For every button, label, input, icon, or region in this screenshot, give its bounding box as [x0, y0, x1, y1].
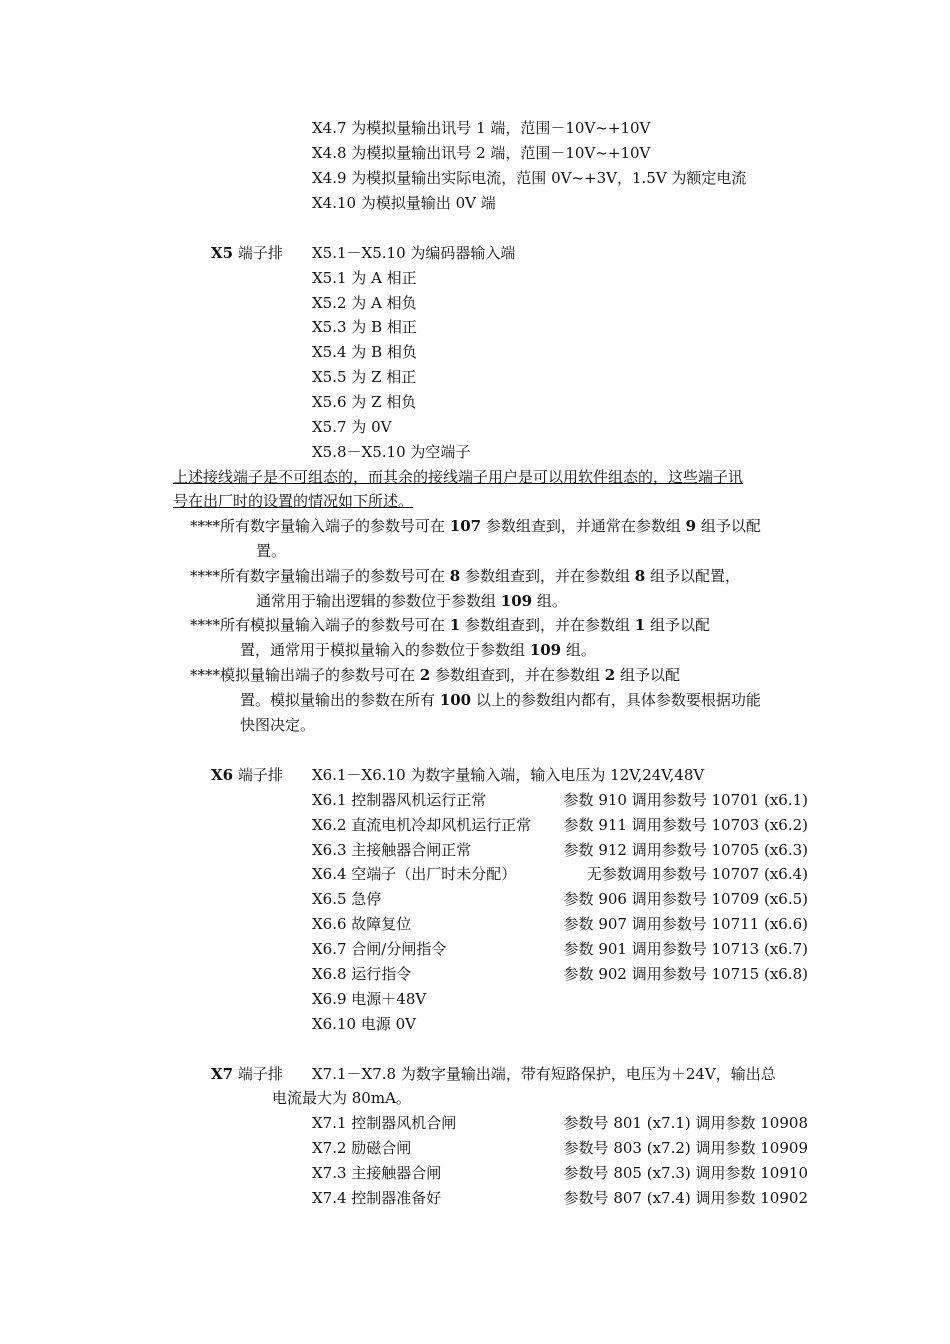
- note-bold: 9: [685, 517, 697, 535]
- note-text: ****所有模拟量输入端子的参数号可在: [190, 616, 450, 634]
- x7-header-cont: 电流最大为 80mA。: [272, 1089, 411, 1107]
- x7-row-param: 参数号 801 (x7.1) 调用参数 10908: [563, 1114, 808, 1132]
- x6-row-name: X6.7 合闸/分闸指令: [312, 940, 447, 958]
- x7-row-name: X7.2 励磁合闸: [312, 1139, 412, 1157]
- x5-label-bold: X5: [211, 244, 234, 262]
- note-text: 以上的参数组内都有，具体参数要根据功能: [471, 691, 761, 709]
- x6-row-name: X6.8 运行指令: [312, 965, 412, 983]
- x6-row-param: 参数 910 调用参数号 10701 (x6.1): [563, 791, 808, 809]
- note-text: ****模拟量输出端子的参数号可在: [190, 666, 420, 684]
- x5-line: X5.6 为 Z 相负: [312, 393, 417, 411]
- x5-line: X5.8－X5.10 为空端子: [312, 443, 471, 461]
- note-bold: 2: [604, 666, 616, 684]
- note-bold: 109: [500, 592, 533, 610]
- star-note-3-cont: [240, 640, 596, 660]
- note-text: 参数组查到，并在参数组: [460, 616, 635, 634]
- x4-line: X4.8 为模拟量输出讯号 2 端，范围－10V~+10V: [312, 144, 651, 162]
- x6-terminal-label: [211, 765, 283, 785]
- x6-row-param: 无参数调用参数号 10707 (x6.4): [586, 865, 808, 883]
- star-note-4-cont2: 快图决定。: [240, 716, 316, 734]
- x5-line: X5.1－X5.10 为编码器输入端: [312, 244, 516, 262]
- star-note-4-cont: [240, 690, 761, 710]
- x6-row-param: 参数 907 调用参数号 10711 (x6.6): [563, 915, 808, 933]
- x5-line: X5.5 为 Z 相正: [312, 368, 417, 386]
- note-bold: 109: [529, 641, 562, 659]
- note-text: 参数组查到，并在参数组: [460, 567, 635, 585]
- x6-row-param: 参数 912 调用参数号 10705 (x6.3): [563, 841, 808, 859]
- note-text: 组予以配: [615, 666, 680, 684]
- x7-label-rest: 端子排: [233, 1065, 283, 1083]
- x7-header: X7.1－X7.8 为数字量输出端，带有短路保护，电压为＋24V，输出总: [312, 1065, 776, 1083]
- note-text: 组予以配: [645, 616, 710, 634]
- configurable-note-line: 上述接线端子是不可组态的，而其余的接线端子用户是可以用软件组态的，这些端子讯: [173, 468, 744, 486]
- x6-row-name: X6.3 主接触器合闸正常: [312, 841, 472, 859]
- x7-row-name: X7.4 控制器准备好: [312, 1189, 442, 1207]
- x4-line: X4.7 为模拟量输出讯号 1 端，范围－10V~+10V: [312, 119, 651, 137]
- x5-line: X5.7 为 0V: [312, 418, 392, 436]
- x6-row-name: X6.10 电源 0V: [312, 1015, 416, 1033]
- x7-row-name: X7.1 控制器风机合闸: [312, 1114, 457, 1132]
- note-text: 通常用于输出逻辑的参数位于参数组: [256, 592, 501, 610]
- x6-label-rest: 端子排: [233, 766, 283, 784]
- x6-row-param: 参数 901 调用参数号 10713 (x6.7): [563, 940, 808, 958]
- star-note-1-cont: 置。: [256, 542, 287, 560]
- x7-terminal-label: [211, 1064, 283, 1084]
- star-note-2-cont: [256, 591, 567, 611]
- note-text: 组。: [561, 641, 596, 659]
- note-bold: 107: [449, 517, 482, 535]
- note-text: ****所有数字量输出端子的参数号可在: [190, 567, 450, 585]
- x6-header: X6.1－X6.10 为数字量输入端，输入电压为 12V,24V,48V: [312, 766, 705, 784]
- star-note-3: [190, 615, 710, 635]
- note-bold: 2: [419, 666, 431, 684]
- note-text: ****所有数字量输入端子的参数号可在: [190, 517, 450, 535]
- x5-line: X5.4 为 B 相负: [312, 343, 417, 361]
- x4-line: X4.9 为模拟量输出实际电流，范围 0V~+3V，1.5V 为额定电流: [312, 169, 747, 187]
- note-text: 参数组查到，并通常在参数组: [481, 517, 686, 535]
- x6-row-param: 参数 902 调用参数号 10715 (x6.8): [563, 965, 808, 983]
- note-text: 组。: [532, 592, 567, 610]
- x6-row-param: 参数 911 调用参数号 10703 (x6.2): [563, 816, 808, 834]
- note-text: 参数组查到，并在参数组: [430, 666, 605, 684]
- x6-row-name: X6.1 控制器风机运行正常: [312, 791, 487, 809]
- x5-line: X5.2 为 A 相负: [312, 294, 417, 312]
- x4-line: X4.10 为模拟量输出 0V 端: [312, 194, 496, 212]
- configurable-note-line: 号在出厂时的设置的情况如下所述。: [173, 492, 414, 510]
- star-note-1: [190, 516, 761, 536]
- note-text: 置，通常用于模拟量输入的参数位于参数组: [240, 641, 530, 659]
- x5-line: X5.1 为 A 相正: [312, 269, 417, 287]
- note-bold: 8: [634, 567, 646, 585]
- note-bold: 8: [449, 567, 461, 585]
- star-note-2: [190, 566, 740, 586]
- note-text: 置。模拟量输出的参数在所有: [240, 691, 440, 709]
- note-bold: 1: [634, 616, 646, 634]
- x6-row-name: X6.9 电源＋48V: [312, 990, 427, 1008]
- x6-row-name: X6.2 直流电机冷却风机运行正常: [312, 816, 532, 834]
- x5-label-rest: 端子排: [233, 244, 283, 262]
- x6-row-param: 参数 906 调用参数号 10709 (x6.5): [563, 890, 808, 908]
- note-bold: 1: [449, 616, 461, 634]
- x6-label-bold: X6: [211, 766, 234, 784]
- x6-row-name: X6.6 故障复位: [312, 915, 412, 933]
- note-text: 组予以配置，: [645, 567, 740, 585]
- note-text: 组予以配: [696, 517, 761, 535]
- x7-row-param: 参数号 803 (x7.2) 调用参数 10909: [563, 1139, 808, 1157]
- x7-row-param: 参数号 807 (x7.4) 调用参数 10902: [563, 1189, 808, 1207]
- x5-terminal-label: [211, 243, 283, 263]
- x7-row-param: 参数号 805 (x7.3) 调用参数 10910: [563, 1164, 808, 1182]
- x7-row-name: X7.3 主接触器合闸: [312, 1164, 442, 1182]
- x7-label-bold: X7: [211, 1065, 234, 1083]
- star-note-4: [190, 665, 680, 685]
- x6-row-name: X6.4 空端子（出厂时未分配）: [312, 865, 517, 883]
- x5-line: X5.3 为 B 相正: [312, 318, 417, 336]
- note-bold: 100: [439, 691, 472, 709]
- x6-row-name: X6.5 急停: [312, 890, 382, 908]
